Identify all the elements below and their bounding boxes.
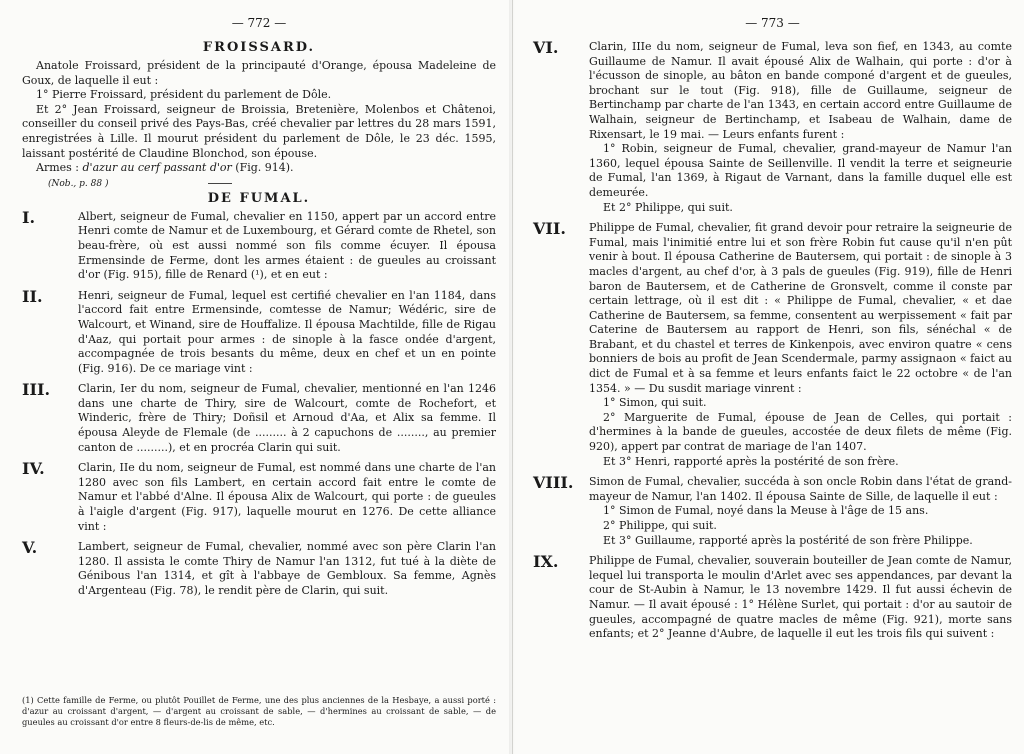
arms-label: Armes : <box>36 161 83 175</box>
heading-froissard: FROISSARD. <box>202 40 316 55</box>
entry-text: Clarin, Ier du nom, seigneur de Fumal, chevalier, mentionné en l'an 1246 dans une charte de Thiry, sire de Walcourt, comte de Rochefort, et Winderic, frère de Thiry; Doñsil et Arnoud d'Aa, et Alix sa femme. Il épousa Aleyde de Flemale (de ......... à 2 capuchons de ........, au premier canton de .........), et en procréa Clarin qui suit. <box>78 382 496 454</box>
entry-II <box>22 286 496 377</box>
entry-VIII <box>533 475 1012 548</box>
entry-I <box>22 207 496 283</box>
froissard-arms <box>22 161 496 176</box>
entry-text: Simon de Fumal, chevalier, succéda à son oncle Robin dans l'état de grand-mayeur de Namur, l'an 1402. Il épousa Sainte de Sille, de laquelle il eut : <box>589 475 1012 503</box>
entry-text: Philippe de Fumal, chevalier, fit grand devoir pour retraire la seigneurie de Fumal, mais l'inimitié entre lui et son frère Robin fut cause qu'il n'en pût venir à bout. Il épousa Catherine de Bautersem, qui portait : de sinople à 3 macles d'argent, au chef d'or, à 3 pals de gueules (Fig. 919), fille de Henri baron de Bautersem, et de Catherine de Gronsvelt, comme il conste par certain lettrage, où il est dit : « Philippe de Fumal, chevalier, « et dae Catherine de Bautersem, sa femme, consentent au werpissement « fait par Caterine de Bautersem au rapport de Henri, son fils, sénéchal « de Brabant, et du chastel et terres de Kinkenpois, avec environ quatre « cens bonniers de bois au profit de Jean Scendermale, parmy assignaon « faict au dict de Fumal et à sa femme et leurs enfants faict le 22 octobre « de l'an 1354. » — Du susdit mariage vinrent : <box>589 221 1012 395</box>
entry-numeral: IX. <box>533 552 559 572</box>
entry-text: Philippe de Fumal, chevalier, souverain bouteiller de Jean comte de Namur, lequel lui transporta le moulin d'Arlet avec ses appendances, par devant la cour de St-Aubin à Namur, le 13 novembre 1429. Il fut aussi échevin de Namur. — Il avait épousé : 1° Hélène Surlet, qui portait : d'or au sautoir de gueules, accompagné de quatre macles de même (Fig. 921), morte sans enfants; et 2° Jeanne d'Aubre, de laquelle il eut les trois fils qui suivent : <box>589 554 1012 641</box>
right-page <box>512 0 1024 754</box>
entry-numeral: VIII. <box>533 473 574 493</box>
separator-rule <box>208 183 232 184</box>
entry-IX <box>533 554 1012 642</box>
entry-text: Clarin, IIe du nom, seigneur de Fumal, est nommé dans une charte de l'an 1280 avec son fils Lambert, en certain accord fait entre le comte de Namur et l'abbé d'Alne. Il épousa Alix de Walcourt, qui porte : de gueules à l'aigle d'argent (Fig. 917), laquelle mourut en 1276. De cette alliance vint : <box>78 461 496 533</box>
entry-numeral: V. <box>22 538 38 558</box>
footnote: (1) Cette famille de Ferme, ou plutôt Pouillet de Ferme, une des plus anciennes de la Hesbaye, a aussi porté : d'azur au croissant d'argent, — d'argent au croissant de sable, — d'hermines au croissant de sable, — de gueules au croissant d'or entre 8 fleurs-de-lis de même, etc. <box>22 695 496 727</box>
entry-numeral: II. <box>22 286 43 306</box>
entry-numeral: III. <box>22 380 51 400</box>
child-item: Et 3° Henri, rapporté après la postérité de son frère. <box>603 454 899 468</box>
child-item: 2° Marguerite de Fumal, épouse de Jean de Celles, qui portait : d'hermines à la bande de gueules, accostée de deux filets de même (Fig. 920), appert par contrat de mariage de l'an 1407. <box>589 410 1012 454</box>
child-item: Et 3° Guillaume, rapporté après la postérité de son frère Philippe. <box>603 533 973 547</box>
entry-III <box>22 382 496 455</box>
entry-VI <box>533 40 1012 215</box>
entry-numeral: IV. <box>22 459 45 479</box>
entry-text: Albert, seigneur de Fumal, chevalier en 1150, appert par un accord entre Henri comte de Namur et de Luxembourg, et Gérard comte de Rhetel, son beau-frère, où est aussi nommé son fils comme écuyer. Il épousa Ermensinde de Ferme, dont les armes étaient : de gueules au croissant d'or (Fig. 915), fille de Renard (¹), et en eut : <box>78 209 496 282</box>
entry-VII <box>533 221 1012 469</box>
entry-text: Clarin, IIIe du nom, seigneur de Fumal, leva son fief, en 1343, au comte Guillaume de Namur. Il avait épousé Alix de Walhain, qui porte : d'or à l'écusson de sinople, au bâton en bande componé d'argent et de gueules, brochant sur le tout (Fig. 918), fille de Guillaume, seigneur de Bertinchamp par charte de l'an 1343, en certain accord entre Guillaume de Walhain, seigneur de Bertinchamp, et Isabeau de Walhain, dame de Rixensart, le 19 mai. — Leurs enfants furent : <box>589 40 1012 141</box>
page-number-left: — 772 — <box>231 16 287 30</box>
child-item: 2° Philippe, qui suit. <box>603 519 717 532</box>
heading-de-fumal: DE FUMAL. <box>207 190 311 206</box>
entry-IV <box>22 461 496 534</box>
reference-note: (Nob., p. 88 ) <box>48 179 496 189</box>
child-item: Et 2° Philippe, qui suit. <box>603 200 733 214</box>
page-number-right: — 773 — <box>745 16 800 30</box>
arms-blazon: d'azur au cerf passant d'or <box>82 161 232 175</box>
arms-fig: (Fig. 914). <box>231 161 294 175</box>
froissard-para-1: Anatole Froissard, président de la principauté d'Orange, épousa Madeleine de Goux, de laquelle il eut : <box>22 59 496 87</box>
child-item: 1° Simon de Fumal, noyé dans la Meuse à l'âge de 15 ans. <box>603 504 929 518</box>
entry-numeral: VI. <box>533 38 559 57</box>
froissard-para-2: 1° Pierre Froissard, président du parlement de Dôle. <box>36 88 332 102</box>
entry-V <box>22 540 496 598</box>
entry-text: Lambert, seigneur de Fumal, chevalier, nommé avec son père Clarin l'an 1280. Il assista le comte Thiry de Namur l'an 1312, fut tué à la diète de Génibous l'an 1314, et gît à l'abbaye de Gembloux. Sa femme, Agnès d'Argenteau (Fig. 78), le rendit père de Clarin, qui suit. <box>78 540 496 597</box>
entry-numeral: I. <box>22 207 36 227</box>
entry-numeral: VII. <box>533 219 566 239</box>
child-item: 1° Simon, qui suit. <box>603 396 707 410</box>
froissard-para-3: Et 2° Jean Froissard, seigneur de Broissia, Bretenière, Molenbos et Châtenoi, conseiller du conseil privé des Pays-Bas, créé chevalier par lettres du 28 mars 1591, enregistrées à Lille. Il mourut président du parlement de Dôle, le 23 déc. 1595, laissant postérité de Claudine Blonchod, son épouse. <box>22 102 496 160</box>
entry-text: Henri, seigneur de Fumal, lequel est certifié chevalier en l'an 1184, dans l'accord fait entre Ermensinde, comtesse de Namur; Wédéric, sire de Walcourt, et Winand, sire de Houffalize. Il épousa Machtilde, fille de Rigau d'Aaz, qui portait pour armes : de sinople à la fasce ondée d'argent, accompagnée de trois besants du même, deux en chef et un en pointe (Fig. 916). De ce mariage vint : <box>78 288 496 375</box>
gutter-shadow <box>509 0 515 754</box>
child-item: 1° Robin, seigneur de Fumal, chevalier, grand-mayeur de Namur l'an 1360, lequel épousa Sainte de Seillenville. Il vendit la terre et seigneurie de Fumal, l'an 1369, à Rigaut de Varnant, dans la famille duquel elle est demeurée. <box>589 142 1012 199</box>
